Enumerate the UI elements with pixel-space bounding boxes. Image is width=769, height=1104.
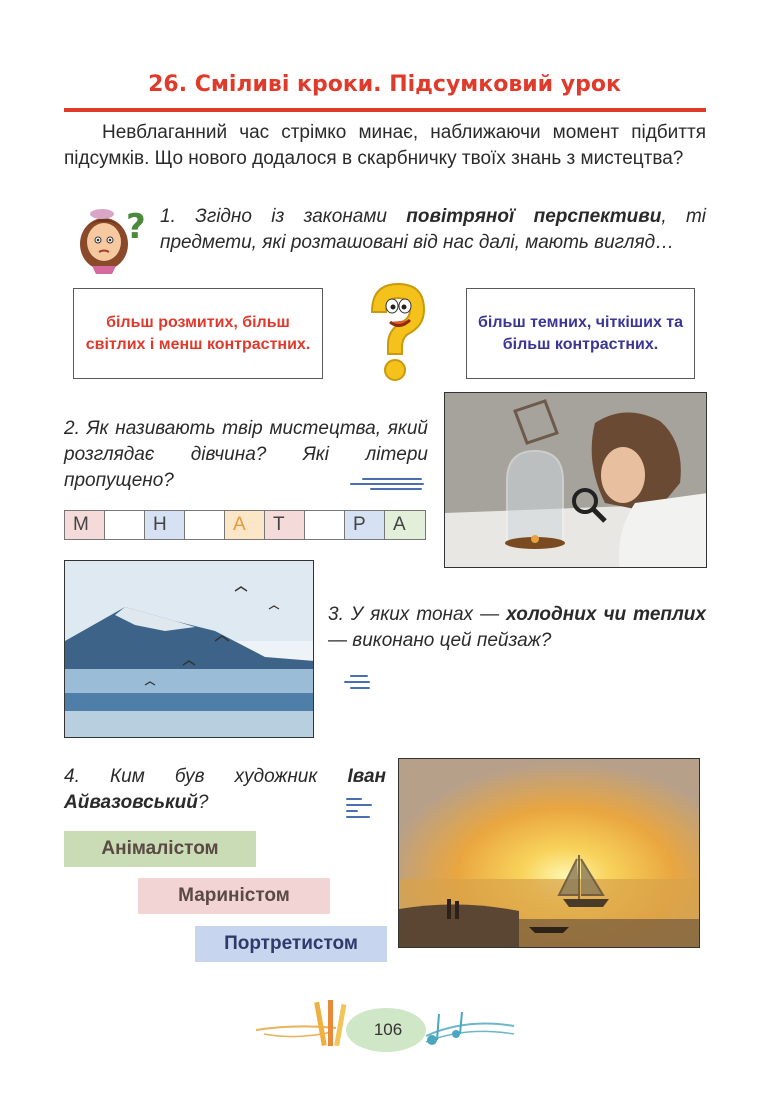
page-number: 106 (373, 1020, 403, 1039)
answer-marinist[interactable]: Мариністом (138, 878, 330, 914)
answer-option-right[interactable] (466, 288, 695, 379)
winter-landscape-painting (64, 560, 314, 738)
question-1-text-start: 1. Згідно із законами (160, 206, 407, 227)
answer-animalist[interactable]: Анімалістом (64, 831, 256, 867)
question-4-text-start: 4. Ким був художник (64, 766, 348, 787)
letter-cell[interactable] (105, 511, 145, 539)
girl-with-magnifier-photo (444, 392, 707, 568)
answer-portraitist[interactable]: Портретистом (195, 926, 387, 962)
question-1-text-end: , ті предмети, які розташовані від нас далі, мають вигляд… (160, 206, 706, 253)
hint-scribble-icon (344, 675, 374, 695)
answer-option-right-text: більш темних, чіткіших та більш контрастних. (477, 313, 684, 353)
question-3-term: холодних чи теплих (506, 604, 706, 625)
letter-cell[interactable]: А (385, 511, 425, 539)
letter-cell[interactable]: Р (345, 511, 385, 539)
letter-cell[interactable]: Т (265, 511, 305, 539)
letter-puzzle (64, 510, 426, 540)
question-1 (160, 204, 706, 256)
answer-option-left[interactable] (73, 288, 323, 379)
intro-paragraph: Невблаганний час стрімко минає, наближаючи момент підбиття підсумків. Що нового додалося в скарбничку твоїх знань з мистецтва? (64, 122, 706, 169)
aivazovsky-seascape-painting (398, 758, 700, 948)
question-1-term: повітряної перспективи (406, 206, 662, 227)
question-4-term: Іван Айвазовський (64, 766, 386, 813)
letter-cell[interactable] (305, 511, 345, 539)
letter-cell[interactable]: Н (145, 511, 185, 539)
question-4 (64, 764, 386, 816)
question-3 (328, 602, 706, 654)
question-3-text-end: — виконано цей пейзаж? (328, 630, 552, 651)
letter-cell[interactable]: М (65, 511, 105, 539)
page-title: 26. Сміливі кроки. Підсумковий урок (148, 72, 621, 97)
title-divider (64, 108, 706, 112)
question-2-text: 2. Як називають твір мистецтва, який розглядає дівчина? Які літери пропущено? (64, 418, 428, 491)
letter-cell[interactable]: А (225, 511, 265, 539)
svg-text:?: ? (126, 207, 146, 247)
hint-scribble-icon (350, 476, 430, 496)
question-4-text-end: ? (197, 792, 209, 813)
letter-cell[interactable] (185, 511, 225, 539)
answer-option-left-text: більш розмитих, більш світлих і менш контрастних. (85, 313, 311, 353)
thinking-girl-icon (72, 204, 152, 274)
hint-scribble-icon (346, 798, 376, 822)
question-mark-character-icon (358, 278, 434, 384)
question-3-text-start: 3. У яких тонах — (328, 604, 507, 625)
